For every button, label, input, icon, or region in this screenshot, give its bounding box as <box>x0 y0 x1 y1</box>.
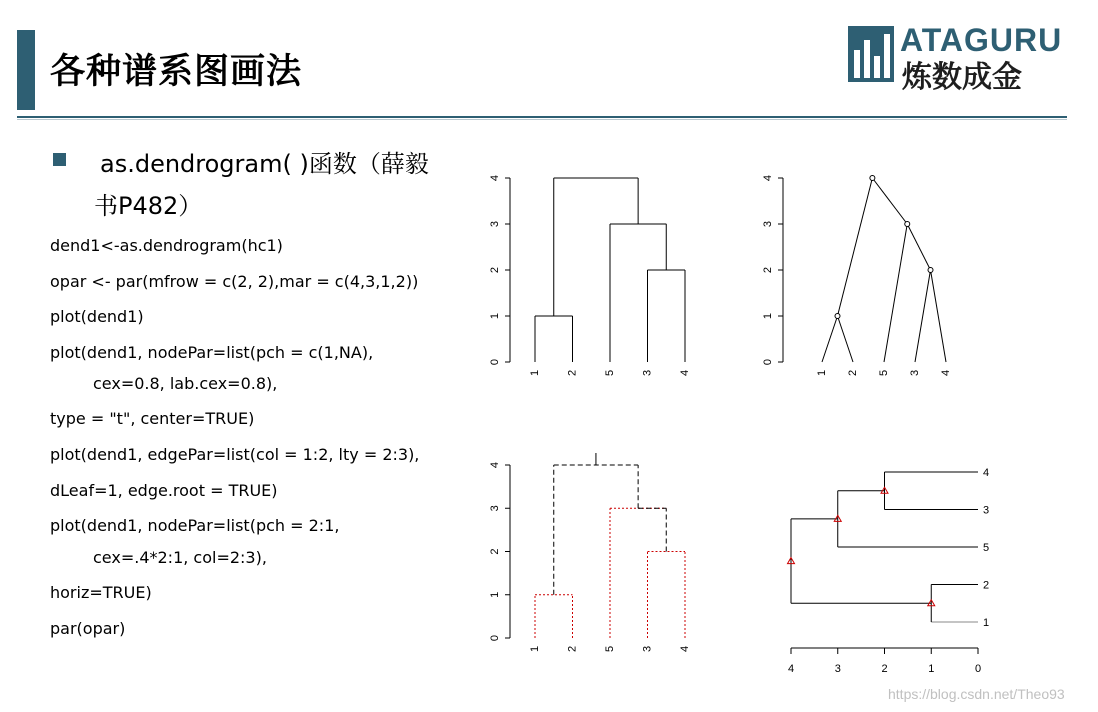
dendro-edge <box>822 316 838 362</box>
y-tick-label: 0 <box>762 358 774 366</box>
code-line: cex=0.8, lab.cex=0.8), <box>93 374 278 393</box>
leaf-label: 2 <box>847 369 859 376</box>
x-tick-label: 0 <box>974 663 982 675</box>
y-tick-label: 3 <box>489 505 501 512</box>
dendro-edge <box>915 270 931 362</box>
y-tick-label: 1 <box>489 312 501 320</box>
y-tick-label: 0 <box>489 358 501 366</box>
leaf-label: 1 <box>816 369 828 376</box>
leaf-label: 3 <box>983 504 990 517</box>
dendro-edge <box>884 224 907 362</box>
leaf-label: 4 <box>679 369 691 376</box>
leaf-label: 3 <box>909 369 921 376</box>
dendro-edge <box>931 270 947 362</box>
node-point <box>928 268 933 273</box>
y-tick-label: 1 <box>489 591 501 598</box>
code-line: plot(dend1, edgePar=list(col = 1:2, lty = 2:3), <box>50 445 420 464</box>
leaf-label: 5 <box>604 645 616 652</box>
code-line: opar <- par(mfrow = c(2, 2),mar = c(4,3,1,2)) <box>50 272 419 291</box>
dendro-edge <box>907 224 930 270</box>
node-point <box>835 314 840 319</box>
code-line: plot(dend1, nodePar=list(pch = 2:1, <box>50 516 340 535</box>
code-line: horiz=TRUE) <box>50 583 152 602</box>
leaf-label: 2 <box>566 645 579 652</box>
logo-text-cn: 炼数成金 <box>902 60 1022 95</box>
y-tick-label: 4 <box>762 174 774 182</box>
bullet-text-line1: as.dendrogram( )函数（薛毅 <box>100 150 429 178</box>
x-tick-label: 3 <box>834 663 841 675</box>
bullet-text-line2: 书P482） <box>94 192 203 220</box>
y-tick-label: 3 <box>489 220 501 228</box>
code-line: dLeaf=1, edge.root = TRUE) <box>50 481 278 500</box>
leaf-label: 5 <box>983 542 990 554</box>
x-tick-label: 4 <box>787 663 795 675</box>
x-tick-label: 2 <box>881 663 888 675</box>
watermark: https://blog.csdn.net/Theo93 <box>888 686 1065 702</box>
leaf-label: 4 <box>679 645 691 652</box>
leaf-label: 2 <box>566 369 579 376</box>
leaf-label: 3 <box>641 645 654 652</box>
code-line: plot(dend1) <box>50 307 144 326</box>
leaf-label: 3 <box>641 369 654 376</box>
x-tick-label: 1 <box>928 663 935 675</box>
node-point <box>905 222 910 227</box>
code-line: cex=.4*2:1, col=2:3), <box>93 548 267 567</box>
y-tick-label: 0 <box>489 634 501 642</box>
leaf-label: 1 <box>983 617 990 629</box>
y-tick-label: 4 <box>489 461 501 469</box>
y-tick-label: 2 <box>489 548 501 555</box>
dendro-edge <box>838 316 854 362</box>
y-tick-label: 4 <box>489 174 501 182</box>
y-tick-label: 3 <box>762 220 774 228</box>
dendro-edge <box>872 178 907 224</box>
leaf-label: 4 <box>983 467 990 479</box>
leaf-label: 1 <box>529 369 541 376</box>
page-title: 各种谱系图画法 <box>50 52 303 92</box>
code-line: type = "t", center=TRUE) <box>50 409 255 428</box>
dendro-edge <box>838 178 873 316</box>
leaf-label: 2 <box>983 579 990 592</box>
y-tick-label: 1 <box>762 312 774 320</box>
leaf-label: 5 <box>604 369 616 376</box>
code-line: par(opar) <box>50 619 126 638</box>
y-tick-label: 2 <box>489 266 501 274</box>
y-tick-label: 2 <box>762 266 774 274</box>
node-point <box>870 176 875 181</box>
code-line: dend1<-as.dendrogram(hc1) <box>50 236 283 255</box>
logo-text-en: ATAGURU <box>900 22 1063 58</box>
leaf-label: 1 <box>529 645 541 652</box>
leaf-label: 4 <box>940 369 952 376</box>
leaf-label: 5 <box>878 369 890 376</box>
code-line: plot(dend1, nodePar=list(pch = c(1,NA), <box>50 343 374 362</box>
